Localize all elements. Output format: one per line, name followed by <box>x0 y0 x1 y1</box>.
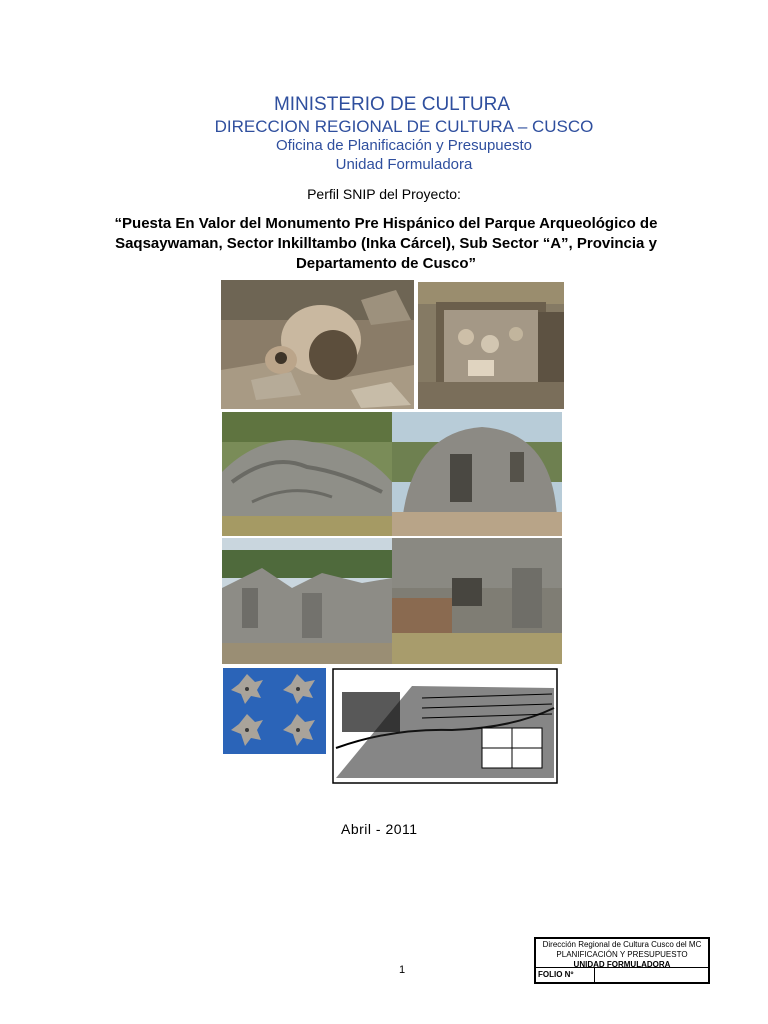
drawing-architectural-sketch <box>332 668 558 784</box>
document-date: Abril - 2011 <box>341 821 418 837</box>
photo-ceramic-stars <box>223 668 326 754</box>
photo-rock-formations <box>222 538 392 664</box>
regional-direction-title: DIRECCION REGIONAL DE CULTURA – CUSCO <box>214 117 594 136</box>
page-number: 1 <box>399 964 406 976</box>
photo-pottery-excavation <box>221 280 414 409</box>
photo-rock-outcrop <box>222 412 392 536</box>
photo-carved-doorways <box>392 412 562 536</box>
project-title: “Puesta En Valor del Monumento Pre Hispánico del Parque Arqueológico de Saqsaywaman, Sector Inkilltambo (Inka Cárcel), Sub Sector “A”, Provincia y Departamento de Cusco” <box>114 215 658 272</box>
folio-label: FOLIO Nº <box>536 968 595 982</box>
stamp-direction-line: Dirección Regional de Cultura Cusco del MC <box>542 940 702 949</box>
photo-terrace-walls <box>392 538 562 664</box>
photo-excavation-pit <box>418 282 564 409</box>
office-title: Oficina de Planificación y Presupuesto <box>276 137 532 154</box>
folio-stamp <box>534 937 710 984</box>
ministry-title: MINISTERIO DE CULTURA <box>273 94 511 115</box>
stamp-folio-row <box>536 967 708 982</box>
stamp-planning-line: PLANIFICACIÓN Y PRESUPUESTO <box>556 950 688 959</box>
stamp-unit-line: UNIDAD FORMULADORA <box>573 960 671 969</box>
unit-title: Unidad Formuladora <box>335 156 473 173</box>
document-subtitle: Perfil SNIP del Proyecto: <box>307 186 461 202</box>
